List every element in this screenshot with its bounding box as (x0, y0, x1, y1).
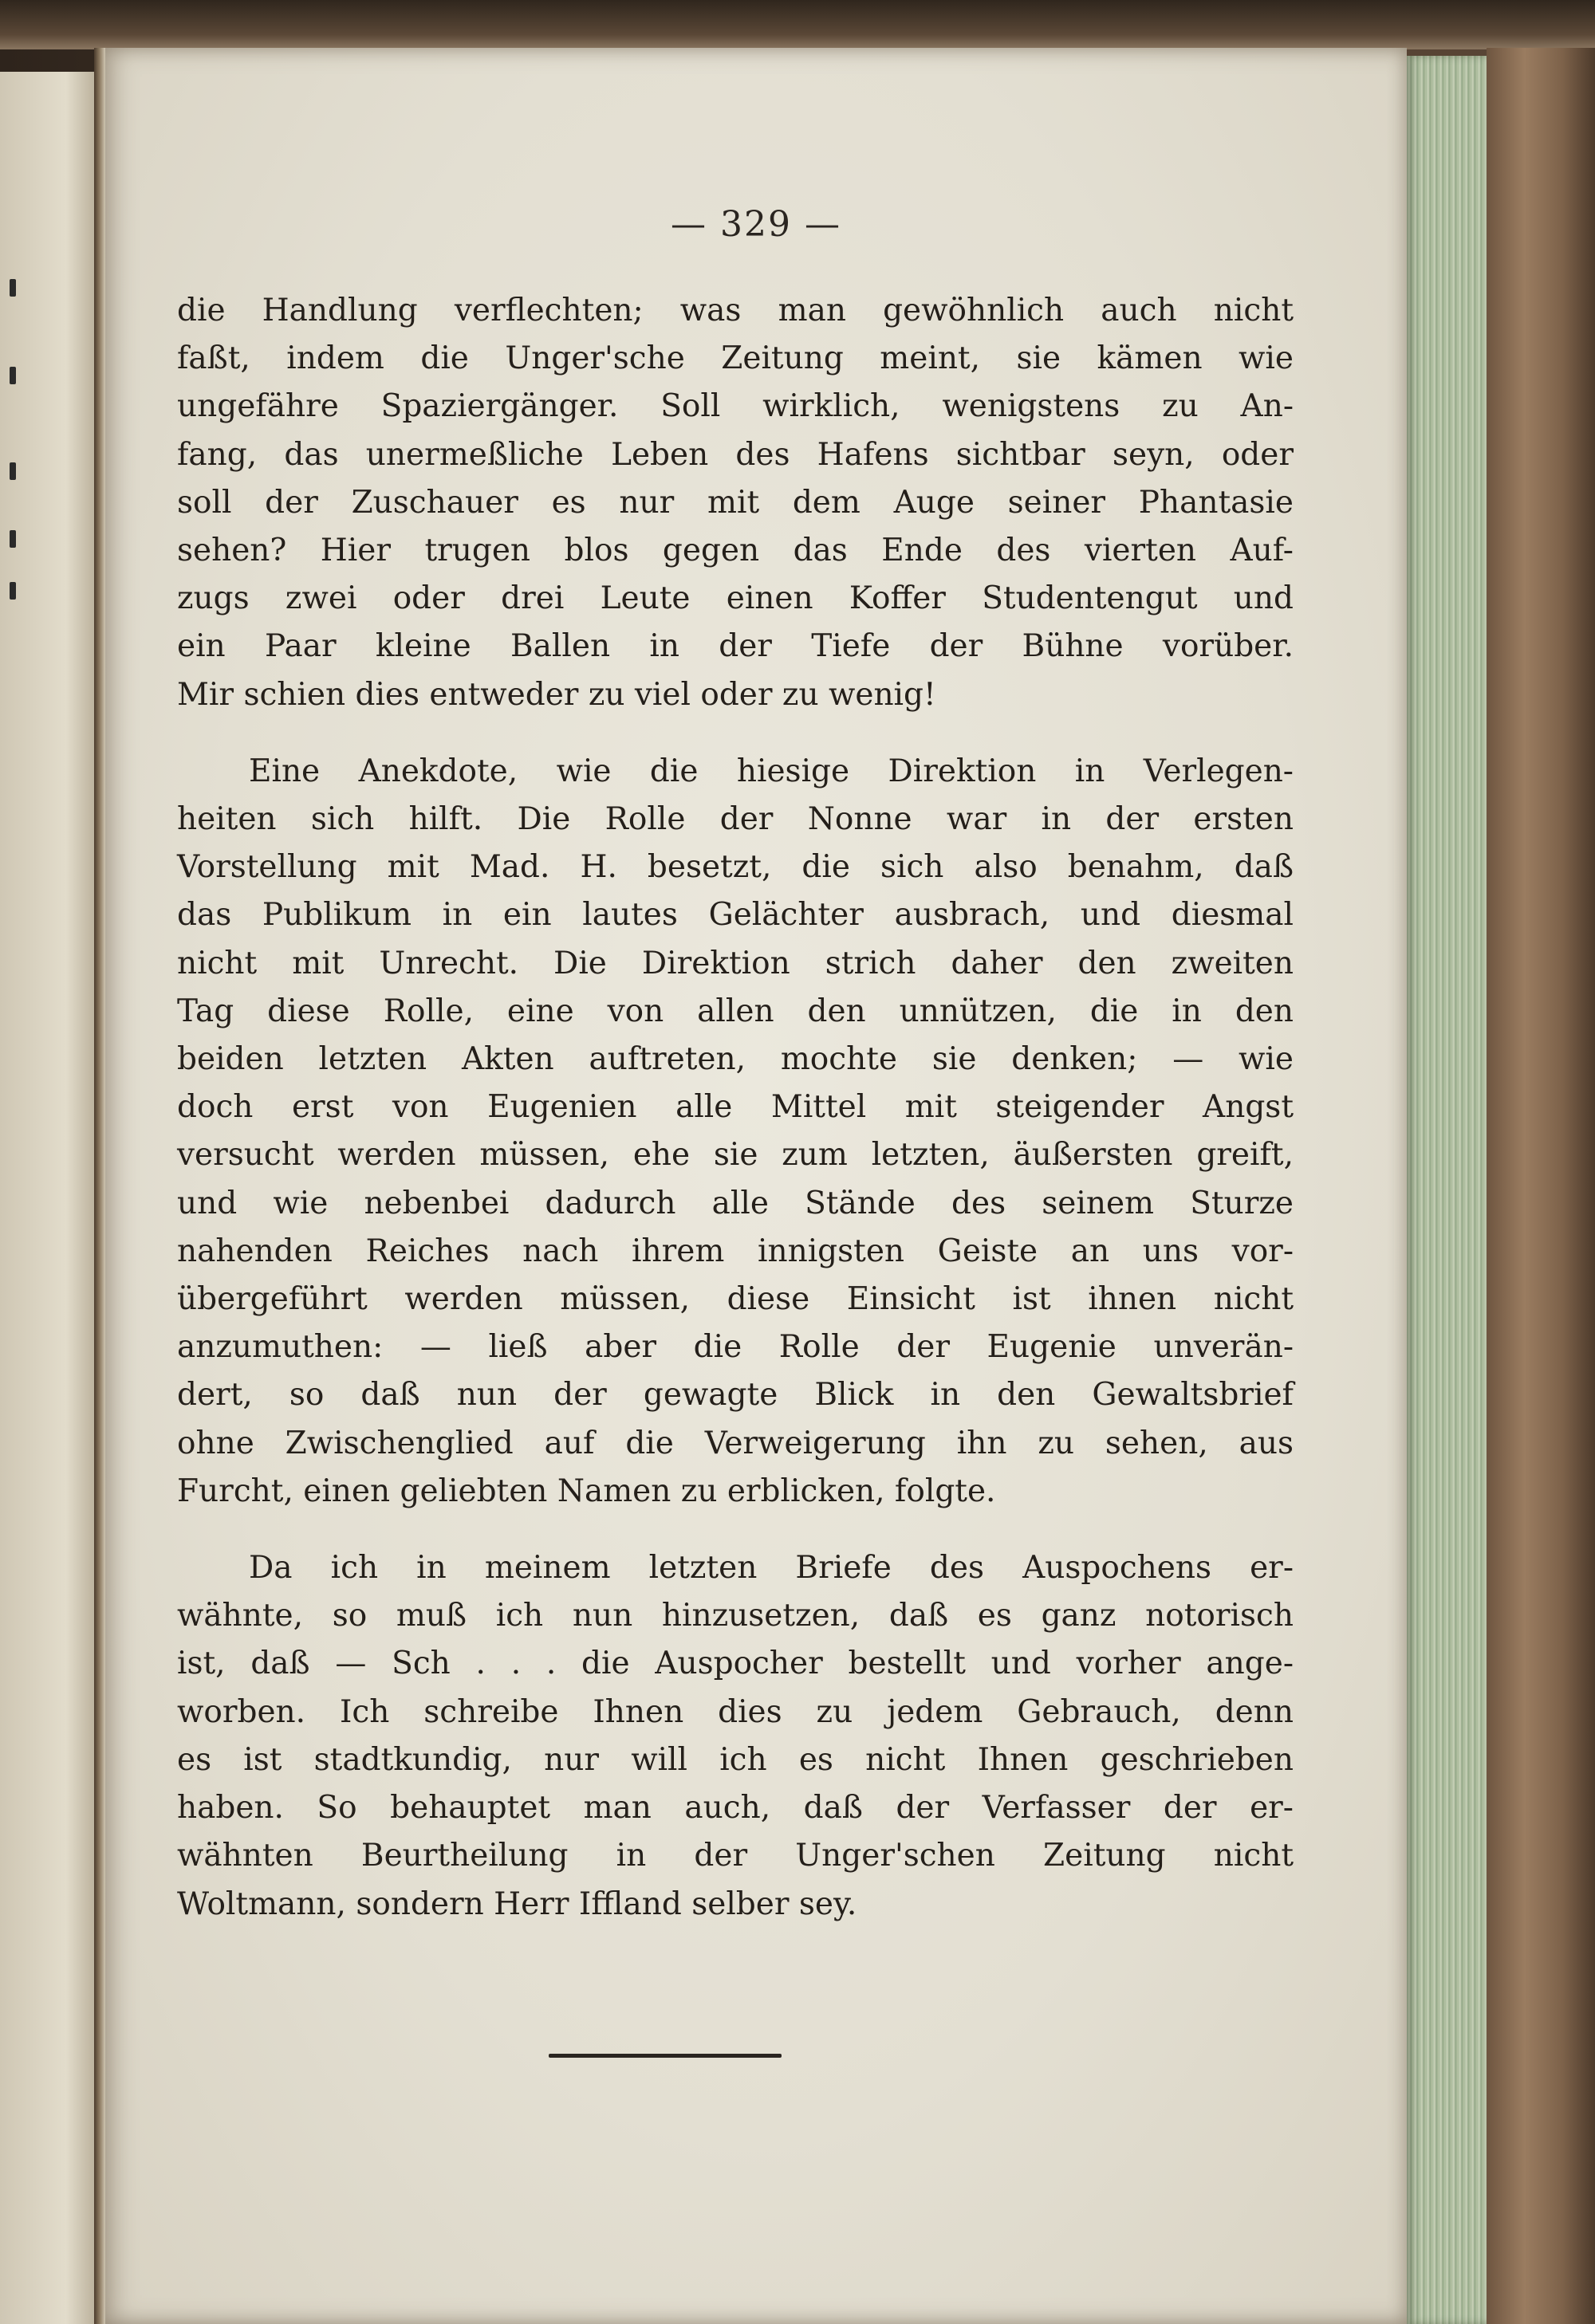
text-line: ist, daß — Sch . . . die Auspocher bestellt und vorher ange- (177, 1646, 1294, 1682)
text-line: versucht werden müssen, ehe sie zum letzten, äußersten greift, (177, 1137, 1294, 1174)
text-line: es ist stadtkundig, nur will ich es nicht Ihnen geschrieben (177, 1741, 1294, 1778)
text-line: worben. Ich schreibe Ihnen dies zu jedem Gebrauch, denn (177, 1693, 1294, 1730)
text-line: haben. So behauptet man auch, daß der Verfasser der er- (177, 1790, 1294, 1827)
previous-page-edge (0, 72, 96, 2324)
paragraph-2 (177, 748, 1294, 1516)
ink-mark (10, 367, 16, 384)
ink-mark (10, 462, 16, 480)
text-line: Vorstellung mit Mad. H. besetzt, die sich also benahm, daß (177, 849, 1294, 886)
text-line: anzumuthen: — ließ aber die Rolle der Eugenie unverän- (177, 1329, 1294, 1366)
text-line: zugs zwei oder drei Leute einen Koffer Studentengut und (177, 580, 1294, 617)
book-cover-edge (1487, 48, 1595, 2324)
text-line: wähnten Beurtheilung in der Unger'schen Zeitung nicht (177, 1838, 1294, 1874)
text-line: Furcht, einen geliebten Namen zu erblicken, folgte. (177, 1473, 996, 1509)
page-body (177, 287, 1294, 1929)
text-line: wähnte, so muß ich nun hinzusetzen, daß es ganz notorisch (177, 1598, 1294, 1634)
text-line: ohne Zwischenglied auf die Verweigerung ihn zu sehen, aus (177, 1425, 1294, 1461)
text-line: soll der Zuschauer es nur mit dem Auge seiner Phantasie (177, 484, 1294, 521)
text-line: sehen? Hier trugen blos gegen das Ende des vierten Auf- (177, 533, 1294, 569)
text-line: ungefähre Spaziergänger. Soll wirklich, wenigstens zu An- (177, 388, 1294, 425)
text-line: fang, das unermeßliche Leben des Hafens sichtbar seyn, oder (177, 436, 1294, 473)
page-stack-edge (1407, 56, 1487, 2324)
text-line: Tag diese Rolle, eine von allen den unnützen, die in den (177, 993, 1294, 1029)
text-line: übergeführt werden müssen, diese Einsicht ist ihnen nicht (177, 1281, 1294, 1318)
text-line: heiten sich hilft. Die Rolle der Nonne war in der ersten (177, 801, 1294, 838)
text-line: die Handlung verflechten; was man gewöhnlich auch nicht (177, 293, 1294, 328)
book-page (105, 48, 1407, 2324)
text-line: beiden letzten Akten auftreten, mochte sie denken; — wie (177, 1041, 1294, 1078)
text-line: Mir schien dies entweder zu viel oder zu wenig! (177, 676, 936, 713)
text-line: doch erst von Eugenien alle Mittel mit steigender Angst (177, 1089, 1294, 1126)
text-line: dert, so daß nun der gewagte Blick in den Gewaltsbrief (177, 1377, 1294, 1414)
ink-mark (10, 530, 16, 548)
text-line: Woltmann, sondern Herr Iffland selber sey. (177, 1886, 857, 1922)
paragraph-3 (177, 1544, 1294, 1929)
end-rule (549, 2054, 782, 2058)
book-top-edge (0, 0, 1595, 49)
book-gutter (94, 48, 105, 2324)
text-line: ein Paar kleine Ballen in der Tiefe der Bühne vorüber. (177, 628, 1294, 665)
text-line: und wie nebenbei dadurch alle Stände des seinem Sturze (177, 1185, 1294, 1221)
text-line: Da ich in meinem letzten Briefe des Auspochens er- (249, 1550, 1294, 1587)
text-line: Eine Anekdote, wie die hiesige Direktion in Verlegen- (249, 753, 1294, 789)
page-number: — 329 — (671, 204, 841, 245)
ink-mark (10, 582, 16, 600)
paragraph-1 (177, 287, 1294, 719)
text-line: faßt, indem die Unger'sche Zeitung meint, sie kämen wie (177, 340, 1294, 377)
text-line: nicht mit Unrecht. Die Direktion strich daher den zweiten (177, 945, 1294, 981)
text-line: das Publikum in ein lautes Gelächter ausbrach, und diesmal (177, 897, 1294, 934)
ink-mark (10, 279, 16, 297)
text-line: nahenden Reiches nach ihrem innigsten Geiste an uns vor- (177, 1233, 1294, 1269)
